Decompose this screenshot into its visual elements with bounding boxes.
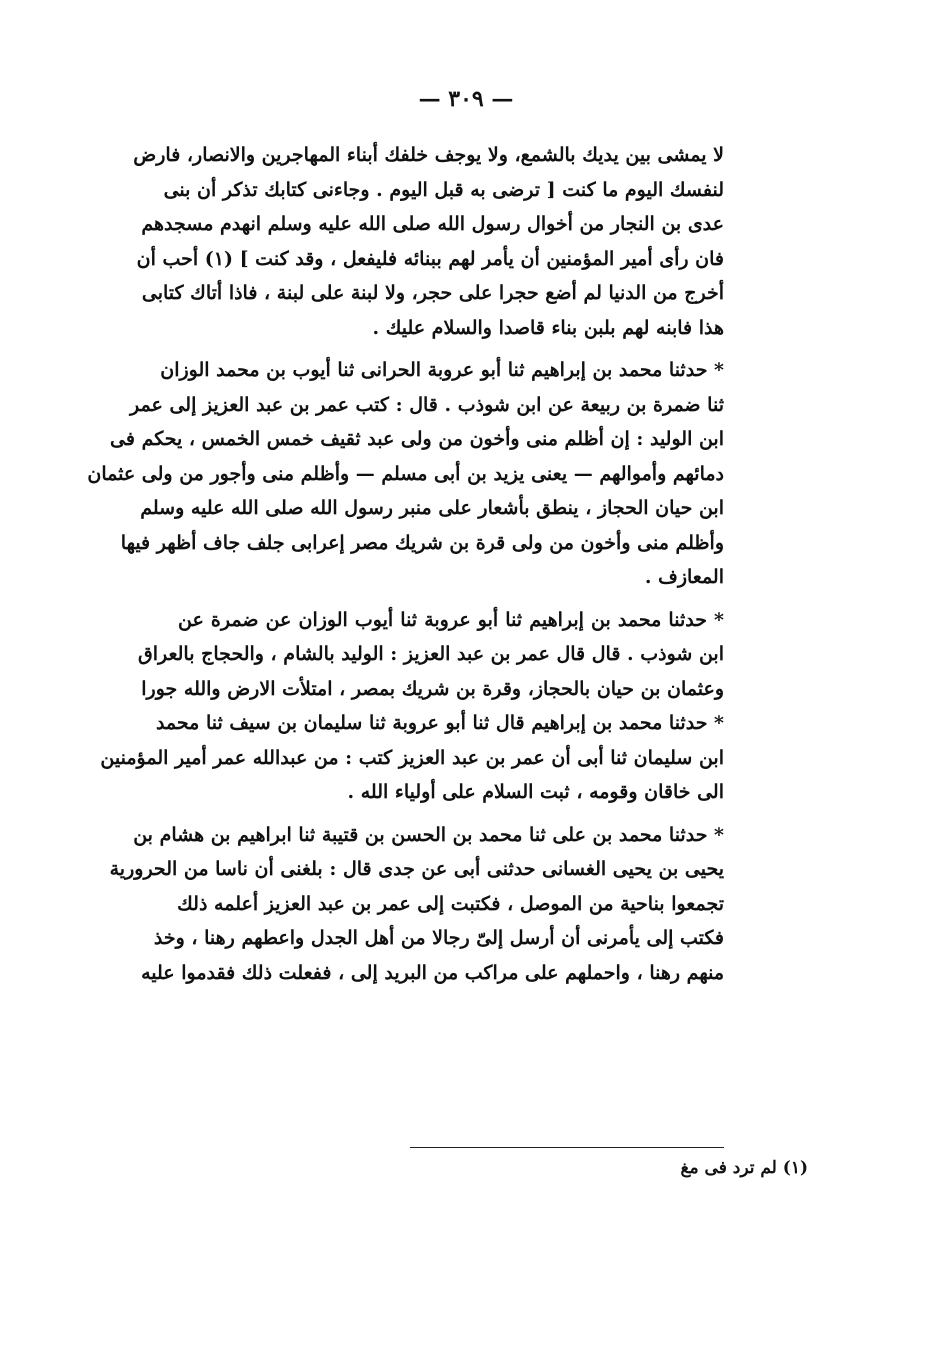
text-line: لنفسك اليوم ما كنت [ ترضى به قبل اليوم . وجاءنى كتابك تذكر أن بنى	[163, 178, 724, 201]
paragraph-hadith-1	[87, 353, 724, 595]
text-line: * حدثنا محمد بن على ثنا محمد بن الحسن بن قتيبة ثنا ابراهيم بن هشام بن	[133, 823, 724, 846]
text-line: * حدثنا محمد بن إبراهيم قال ثنا أبو عروبة ثنا سليمان بن سيف ثنا محمد	[155, 712, 724, 734]
text-line: لا يمشى بين يديك بالشمع، ولا يوجف خلفك أبناء المهاجرين والانصار، فارض	[133, 144, 724, 166]
text-line: منهم رهنا ، واحملهم على مراكب من البريد إلى ، ففعلت ذلك فقدموا عليه	[141, 961, 724, 984]
paragraph-hadith-2	[137, 603, 724, 707]
text-line: ابن الوليد : إن أظلم منى وأخون من ولى عبد ثقيف خمس الخمس ، يحكم فى	[110, 428, 724, 450]
text-line: * حدثنا محمد بن إبراهيم ثنا أبو عروبة الحرانى ثنا أيوب بن محمد الوزان	[160, 359, 724, 381]
text-line: ثنا ضمرة بن ربيعة عن ابن شوذب . قال : كتب عمر بن عبد العزيز إلى عمر	[130, 393, 724, 416]
text-line: أخرج من الدنيا لم أضع حجرا على حجر، ولا لبنة على لبنة ، فاذا أتاك كتابى	[141, 282, 724, 304]
text-line: وعثمان بن حيان بالحجاز، وقرة بن شريك بمصر ، امتلأت الارض والله جورا	[141, 677, 724, 700]
text-line: هذا فابنه لهم بلبن بناء قاصدا والسلام عليك .	[372, 316, 724, 339]
text-line: عدى بن النجار من أخوال رسول الله صلى الله عليه وسلم انهدم مسجدهم	[141, 213, 724, 235]
page-number: — ٣٠٩ —	[418, 86, 514, 112]
text-line: فان رأى أمير المؤمنين أن يأمر لهم ببنائه فليفعل ، وقد كنت ] (١) أحب أن	[136, 247, 724, 270]
text-line: وأظلم منى وأخون من ولى قرة بن شريك مصر إعرابى جلف جاف أظهر فيها	[120, 531, 724, 554]
text-line: فكتب إلى يأمرنى أن أرسل إلىّ رجالا من أهل الجدل واعطهم رهنا ، وخذ	[153, 927, 724, 949]
footnote-divider	[410, 1147, 724, 1148]
paragraph-letter-ending	[133, 138, 724, 345]
text-line: * حدثنا محمد بن إبراهيم ثنا أبو عروبة ثنا أيوب الوزان عن ضمرة عن	[178, 608, 724, 631]
paragraph-hadith-4	[109, 818, 724, 991]
footnote: (١) لم ترد فى مغ	[680, 1158, 808, 1178]
page-body	[87, 138, 724, 990]
text-line: الى خاقان وقومه ، ثبت السلام على أولياء الله .	[347, 781, 724, 803]
text-line: المعازف .	[644, 566, 724, 588]
text-line: ابن سليمان ثنا أبى أن عمر بن عبد العزيز كتب : من عبدالله عمر أمير المؤمنين	[100, 746, 724, 769]
text-line: ابن شوذب . قال قال عمر بن عبد العزيز : الوليد بالشام ، والحجاج بالعراق	[137, 643, 724, 665]
text-line: ابن حيان الحجاز ، ينطق بأشعار على منبر رسول الله صلى الله عليه وسلم	[140, 497, 724, 519]
paragraph-hadith-3	[100, 706, 724, 810]
text-line: يحيى بن يحيى الغسانى حدثنى أبى عن جدى قال : بلغنى أن ناسا من الحرورية	[109, 858, 724, 880]
text-line: دمائهم وأموالهم — يعنى يزيد بن أبى مسلم — وأظلم منى وأجور من ولى عثمان	[87, 462, 724, 485]
text-line: تجمعوا بناحية من الموصل ، فكتبت إلى عمر بن عبد العزيز أعلمه ذلك	[177, 892, 724, 915]
